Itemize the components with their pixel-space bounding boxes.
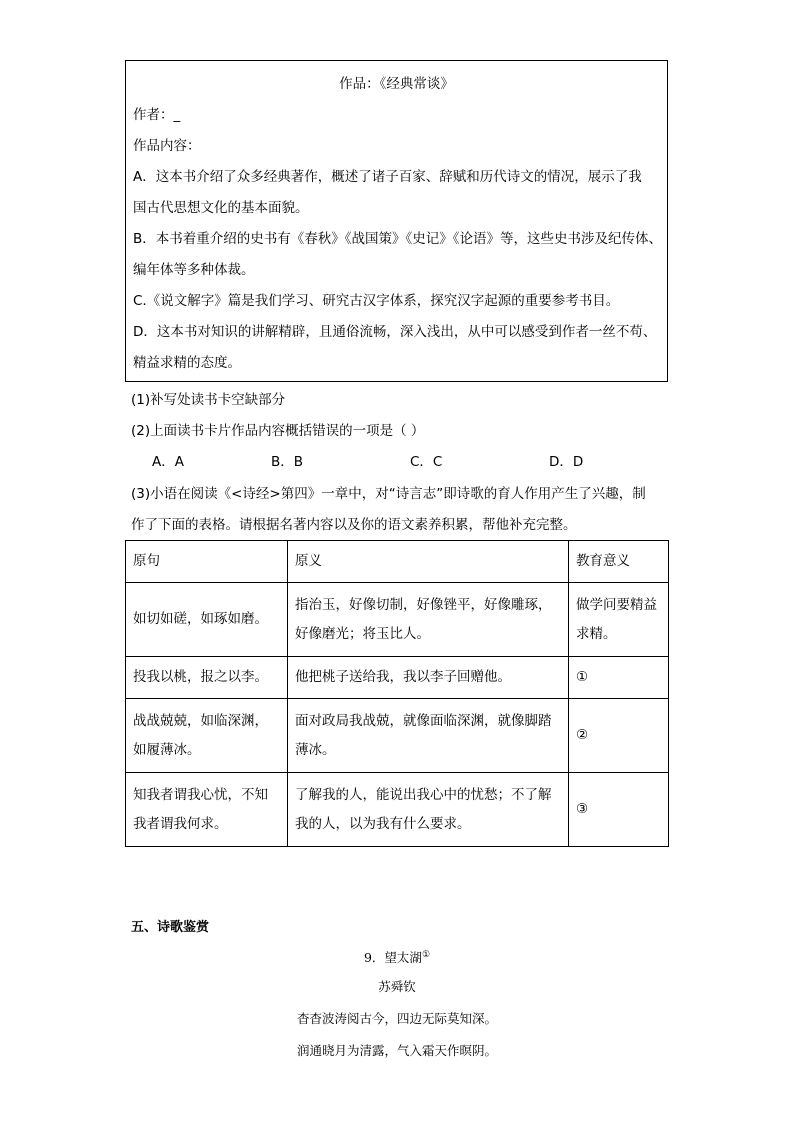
poem-title-line	[0, 945, 794, 968]
cell-meaning: 他把桃子送给我，我以李子回赠他。	[288, 657, 569, 699]
cell-original: 如切如磋，如琢如磨。	[126, 583, 288, 657]
option-c: C．C	[410, 454, 443, 470]
card-line-a2: 国古代思想文化的基本面貌。	[133, 200, 309, 216]
card-author: 作者：_	[133, 107, 181, 123]
poem-footnote-mark: ①	[421, 950, 431, 960]
table-header-row	[126, 541, 669, 583]
option-d: D．D	[549, 454, 584, 470]
education-table	[125, 540, 669, 847]
poem-line-2: 润通晓月为清露，气入霜天作暝阴。	[296, 1043, 497, 1058]
answer-blank-1: ①	[569, 657, 669, 699]
cell-significance: 做学问要精益求精。	[569, 583, 669, 657]
answer-blank-3: ③	[569, 773, 669, 847]
answer-blank-2: ②	[569, 699, 669, 773]
card-line-d2: 精益求精的态度。	[133, 355, 241, 371]
table-row	[126, 773, 669, 847]
header-meaning: 原义	[288, 541, 569, 583]
card-content-label: 作品内容：	[133, 138, 201, 154]
cell-original: 知我者谓我心忧，不知我者谓我何求。	[126, 773, 288, 847]
question-2: (2)上面读书卡片作品内容概括错误的一项是（ ）	[131, 423, 425, 439]
question-1: (1)补写处读书卡空缺部分	[131, 392, 286, 408]
cell-meaning: 了解我的人，能说出我心中的忧愁；不了解我的人，以为我有什么要求。	[288, 773, 569, 847]
cell-original: 投我以桃，报之以李。	[126, 657, 288, 699]
card-line-b2: 编年体等多种体裁。	[133, 262, 255, 278]
cell-meaning: 指治玉，好像切制，好像锉平，好像雕琢，好像磨光；将玉比人。	[288, 583, 569, 657]
card-line-c: C.《说文解字》篇是我们学习、研究古汉字体系，探究汉字起源的重要参考书目。	[133, 293, 620, 309]
table-row	[126, 699, 669, 773]
reading-card	[125, 60, 668, 382]
option-a: A．A	[152, 454, 184, 470]
poem-author: 苏舜钦	[378, 979, 416, 994]
section-title: 五、诗歌鉴赏	[131, 920, 210, 935]
card-line-a1: A．这本书介绍了众多经典著作，概述了诸子百家、辞赋和历代诗文的情况，展示了我	[133, 169, 642, 185]
card-line-d1: D．这本书对知识的讲解精辟，且通俗流畅，深入浅出，从中可以感受到作者一丝不苟、	[133, 324, 657, 340]
header-original: 原句	[126, 541, 288, 583]
cell-meaning: 面对政局我战兢，就像面临深渊，就像脚踏薄冰。	[288, 699, 569, 773]
card-title: 作品：《经典常谈》	[339, 76, 454, 92]
question-3-line1: (3)小语在阅读《<诗经>第四》一章中，对“诗言志”即诗歌的育人作用产生了兴趣，制	[131, 486, 646, 502]
poem-title: 9．望太湖	[363, 950, 422, 966]
table-row	[126, 583, 669, 657]
question-3-line2: 作了下面的表格。请根据名著内容以及你的语文素养积累，帮他补充完整。	[131, 517, 577, 533]
table-row	[126, 657, 669, 699]
cell-original: 战战兢兢，如临深渊，如履薄冰。	[126, 699, 288, 773]
header-significance: 教育意义	[569, 541, 669, 583]
option-b: B．B	[271, 454, 304, 470]
card-line-b1: B．本书着重介绍的史书有《春秋》《战国策》《史记》《论语》等，这些史书涉及纪传体、	[133, 231, 663, 247]
poem-line-1: 杳杳波涛阅古今，四边无际莫知深。	[296, 1011, 497, 1026]
